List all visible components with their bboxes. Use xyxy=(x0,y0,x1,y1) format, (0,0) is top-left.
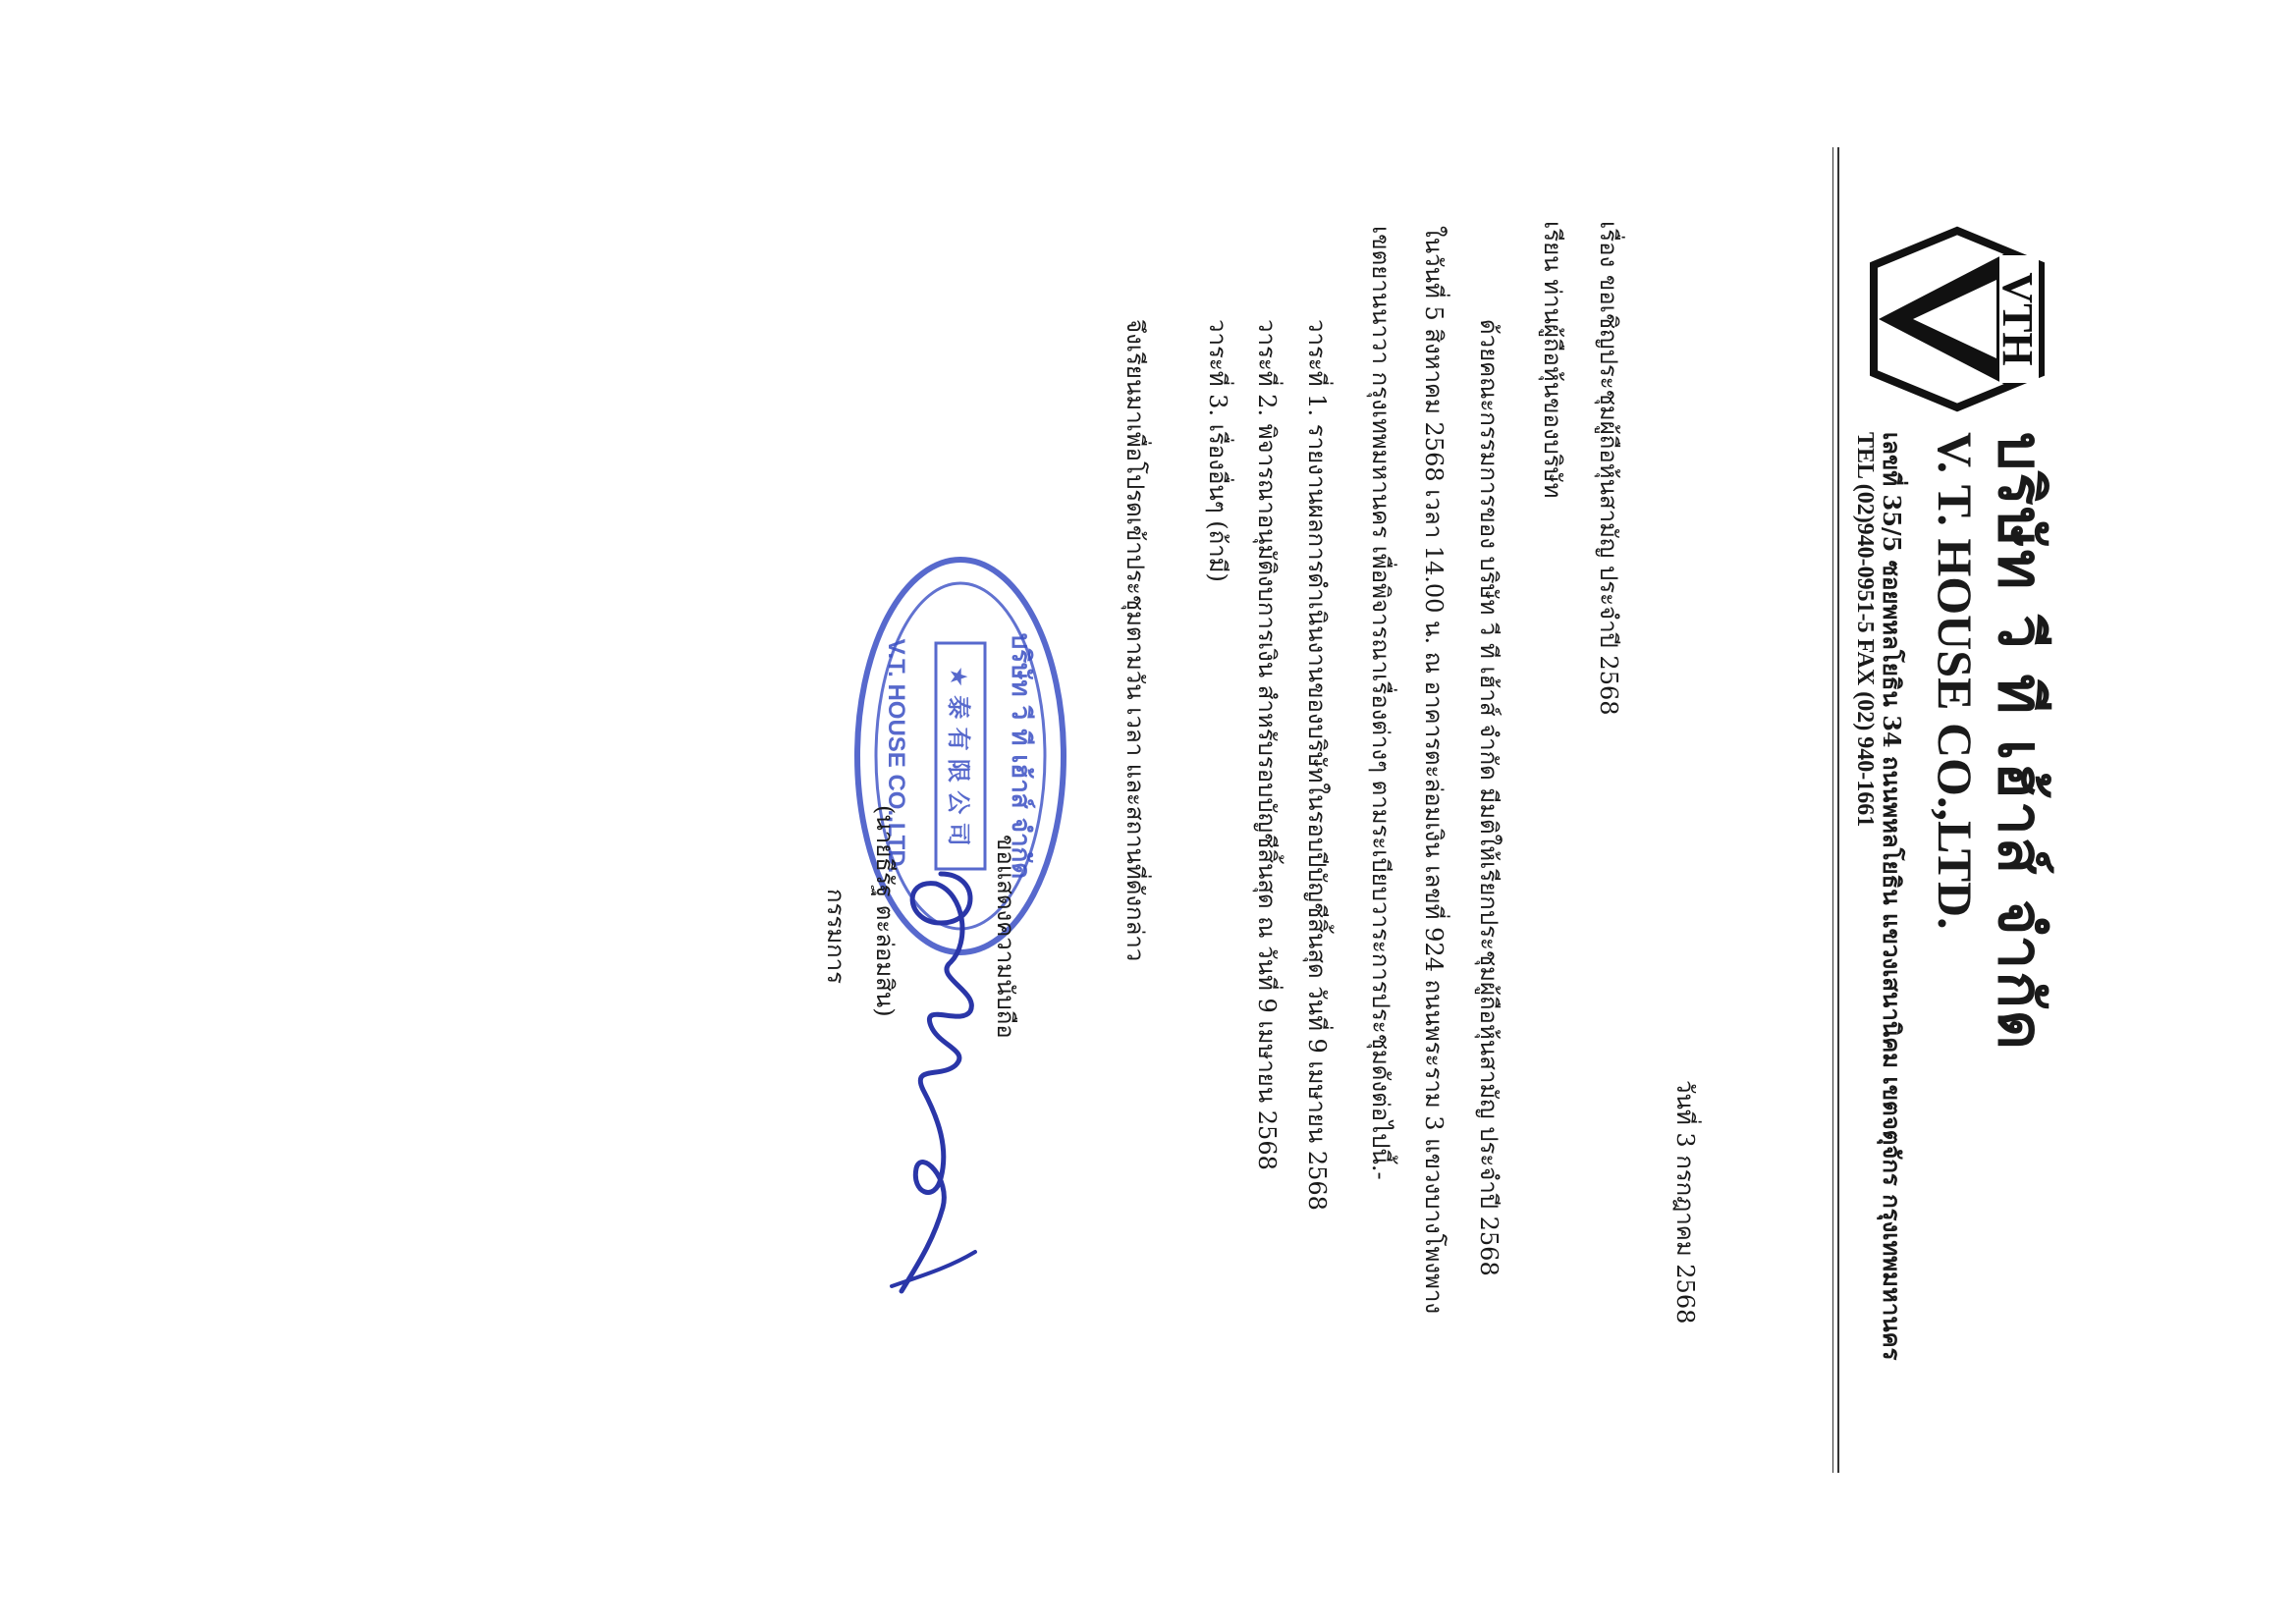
closing-line: จึงเรียนมาเพื่อโปรดเข้าประชุมตามวัน เวลา และสถานที่ดังกล่าว xyxy=(1121,319,1149,962)
agenda-item: วาระที่ 3. เรื่องอื่นๆ (ถ้ามี) xyxy=(1204,319,1231,582)
letterhead-divider xyxy=(1837,147,1839,1473)
company-name-thai: บริษัท วี ที เฮ้าส์ จำกัด xyxy=(1985,432,2056,1053)
signer-title: กรรมการ xyxy=(822,889,849,985)
letter-recipient: เรียน ท่านผู้ถือหุ้นของบริษัท xyxy=(1539,221,1566,499)
paragraph-line: ในวันที่ 5 สิงหาคม 2568 เวลา 14.00 น. ณ อาคารตะล่อมเงิน เลขที่ 924 ถนนพระราม 3 แขวงบางโพงพาง xyxy=(1420,226,1448,1315)
stamp-text-cjk: ★ 泰 有 限 公 司 xyxy=(945,666,972,846)
signer-name: (นายธีรัฐ ตะล่อมสิน) xyxy=(871,805,899,1017)
vth-logo xyxy=(1864,226,2050,412)
company-name-english: V. T. HOUSE CO.,LTD. xyxy=(1928,432,1983,930)
handwritten-signature xyxy=(882,854,1010,1306)
regards-line: ขอแสดงความนับถือ xyxy=(992,835,1019,1039)
stamp-text-english: V.T. HOUSE CO.,LTD. xyxy=(883,638,909,874)
paragraph-line: ด้วยคณะกรรมการของ บริษัท วี ที เฮ้าส์ จำกัด มีมติให้เรียกประชุมผู้ถือหุ้นสามัญ ประจำปี 2568 xyxy=(1475,319,1503,1276)
agenda-item: วาระที่ 2. พิจารณาอนุมัติงบการเงิน สำหรับรอบบัญชีสิ้นสุด ณ วันที่ 9 เมษายน 2568 xyxy=(1253,319,1281,1170)
letterhead-divider-thin xyxy=(1832,147,1833,1473)
logo-text: VTH xyxy=(1994,272,2042,366)
agenda-item: วาระที่ 1. รายงานผลการดำเนินงานของบริษัทในรอบปีบัญชีสิ้นสุด วันที่ 9 เมษายน 2568 xyxy=(1303,319,1331,1211)
stamp-text-thai: บริษัท วี ที เฮ้าส์ จำกัด xyxy=(1006,632,1035,880)
company-contact: TEL (02)940-0951-5 FAX (02) 940-1661 xyxy=(1852,432,1878,828)
paragraph-line: เขตยานนาวา กรุงเทพมหานคร เพื่อพิจารณาเรื่องต่างๆ ตามระเบียบวาระการประชุมดังต่อไปนี้.- xyxy=(1367,226,1394,1180)
company-address: เลขที่ 35/5 ซอยพหลโยธิน 34 ถนนพหลโยธิน แขวงเสนานิคม เขตจตุจักร กรุงเทพมหานคร xyxy=(1878,432,1906,1361)
letter-subject: เรื่อง ขอเชิญประชุมผู้ถือหุ้นสามัญ ประจำปี 2568 xyxy=(1595,221,1622,716)
letter-date: วันที่ 3 กรกฎาคม 2568 xyxy=(1671,1080,1699,1325)
